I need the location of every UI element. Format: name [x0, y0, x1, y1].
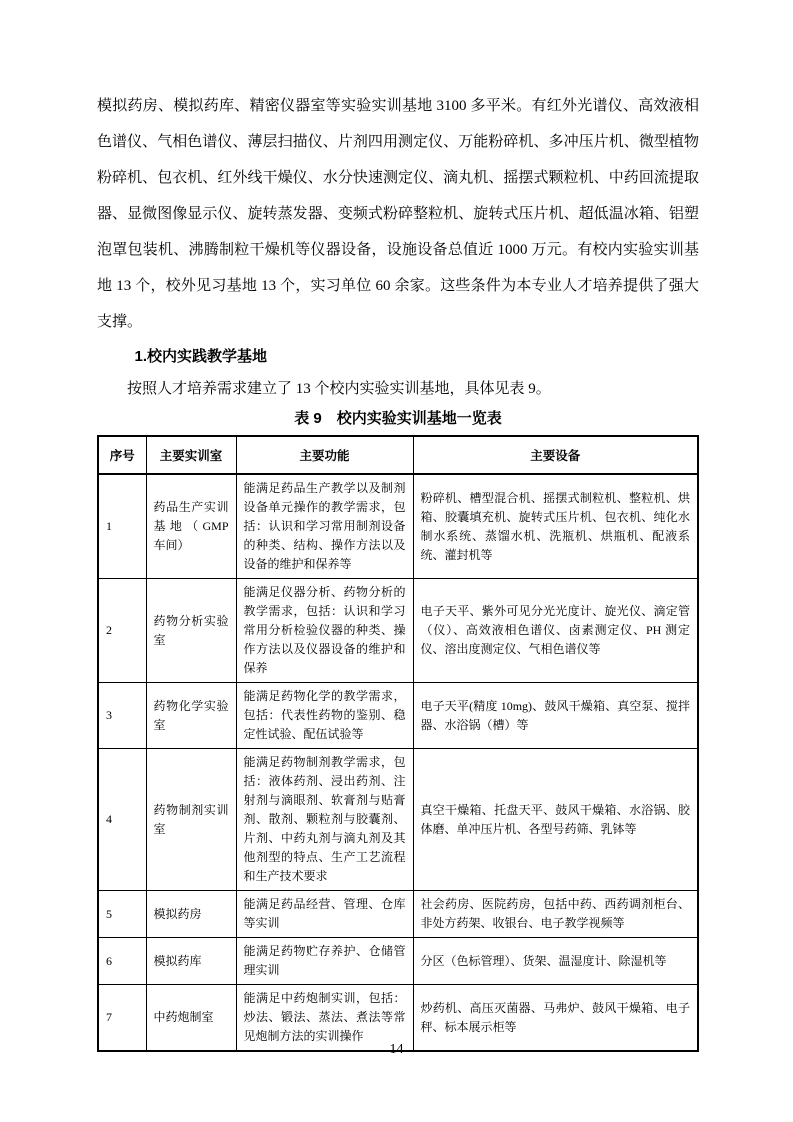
page-number: 14 — [389, 1042, 404, 1057]
cell-room: 药物化学实验室 — [146, 683, 236, 749]
section-heading: 1.校内实践教学基地 — [134, 348, 268, 365]
table-row — [98, 579, 698, 683]
table-header-row — [98, 436, 698, 474]
table-row — [98, 683, 698, 749]
table-row — [98, 938, 698, 985]
cell-function: 能满足药品经营、管理、仓库等实训 — [236, 891, 413, 938]
cell-function: 能满足药物制剂教学需求，包括：液体药剂、浸出药剂、注射剂与滴眼剂、软膏剂与贴膏剂、散剂、颗粒剂与胶囊剂、片剂、中药丸剂与滴丸剂及其他剂型的特点、生产工艺流程和生产技术要求 — [236, 749, 413, 891]
cell-function: 能满足药物贮存养护、仓储管理实训 — [236, 938, 413, 985]
table-row — [98, 474, 698, 579]
cell-function: 能满足药品生产教学以及制剂设备单元操作的教学需求，包括：认识和学习常用制剂设备的种类、结构、操作方法以及设备的维护和保养等 — [236, 474, 413, 579]
cell-room: 中药炮制室 — [146, 985, 236, 1052]
cell-function: 能满足中药炮制实训，包括：炒法、锻法、蒸法、煮法等常见炮制方法的实训操作 — [236, 985, 413, 1052]
cell-equipment: 电子天平、紫外可见分光光度计、旋光仪、滴定管（仪）、高效液相色谱仪、卤素测定仪、PH 测定仪、溶出度测定仪、气相色谱仪等 — [413, 579, 698, 683]
cell-room: 药物分析实验室 — [146, 579, 236, 683]
cell-function: 能满足仪器分析、药物分析的教学需求，包括：认识和学习常用分析检验仪器的种类、操作方法以及仪器设备的维护和保养 — [236, 579, 413, 683]
cell-equipment: 粉碎机、槽型混合机、摇摆式制粒机、整粒机、烘箱、胶囊填充机、旋转式压片机、包衣机、纯化水制水系统、蒸馏水机、洗瓶机、烘瓶机、配液系统、灌封机等 — [413, 474, 698, 579]
table-row — [98, 891, 698, 938]
column-header-room: 主要实训室 — [146, 436, 236, 474]
cell-no: 6 — [98, 938, 146, 985]
cell-no: 4 — [98, 749, 146, 891]
cell-room: 模拟药库 — [146, 938, 236, 985]
cell-equipment: 电子天平(精度 10mg)、鼓风干燥箱、真空泵、搅拌器、水浴锅（槽）等 — [413, 683, 698, 749]
cell-room: 模拟药房 — [146, 891, 236, 938]
cell-no: 1 — [98, 474, 146, 579]
cell-no: 5 — [98, 891, 146, 938]
table-caption: 表 9 校内实验实训基地一览表 — [294, 410, 502, 427]
column-header-function: 主要功能 — [236, 436, 413, 474]
cell-no: 7 — [98, 985, 146, 1052]
cell-equipment: 真空干燥箱、托盘天平、鼓风干燥箱、水浴锅、胶体磨、单冲压片机、各型号药筛、乳钵等 — [413, 749, 698, 891]
cell-equipment: 分区（色标管理）、货架、温湿度计、除湿机等 — [413, 938, 698, 985]
cell-room: 药物制剂实训室 — [146, 749, 236, 891]
page-content — [97, 88, 699, 1052]
column-header-no: 序号 — [98, 436, 146, 474]
cell-no: 3 — [98, 683, 146, 749]
cell-function: 能满足药物化学的教学需求，包括：代表性药物的鉴别、稳定性试验、配伍试验等 — [236, 683, 413, 749]
training-bases-table — [97, 435, 699, 1052]
paragraph-table-intro: 按照人才培养需求建立了 13 个校内实验实训基地，具体见表 9。 — [127, 381, 551, 397]
cell-equipment: 社会药房、医院药房，包括中药、西药调剂柜台、非处方药架、收银台、电子教学视频等 — [413, 891, 698, 938]
table-row — [98, 749, 698, 891]
column-header-equipment: 主要设备 — [413, 436, 698, 474]
cell-equipment: 炒药机、高压灭菌器、马弗炉、鼓风干燥箱、电子秤、标本展示柜等 — [413, 985, 698, 1052]
cell-no: 2 — [98, 579, 146, 683]
cell-room: 药品生产实训基地（GMP 车间） — [146, 474, 236, 579]
paragraph-facilities: 模拟药房、模拟药库、精密仪器室等实验实训基地 3100 多平米。有红外光谱仪、高效液相色谱仪、气相色谱仪、薄层扫描仪、片剂四用测定仪、万能粉碎机、多冲压片机、微型植物粉碎机、包衣机、红外线干燥仪、水分快速测定仪、滴丸机、摇摆式颗粒机、中药回流提取器、显微图像显示仪、旋转蒸发器、变频式粉碎整粒机、旋转式压片机、超低温冰箱、铝塑泡罩包装机、沸腾制粒干燥机等仪器设备，设施设备总值近 1000 万元。有校内实验实训基地 13 个，校外见习基地 13 个，实习单位 60 余家。这些条件为本专业人才培养提供了强大支撑。 — [97, 98, 699, 330]
